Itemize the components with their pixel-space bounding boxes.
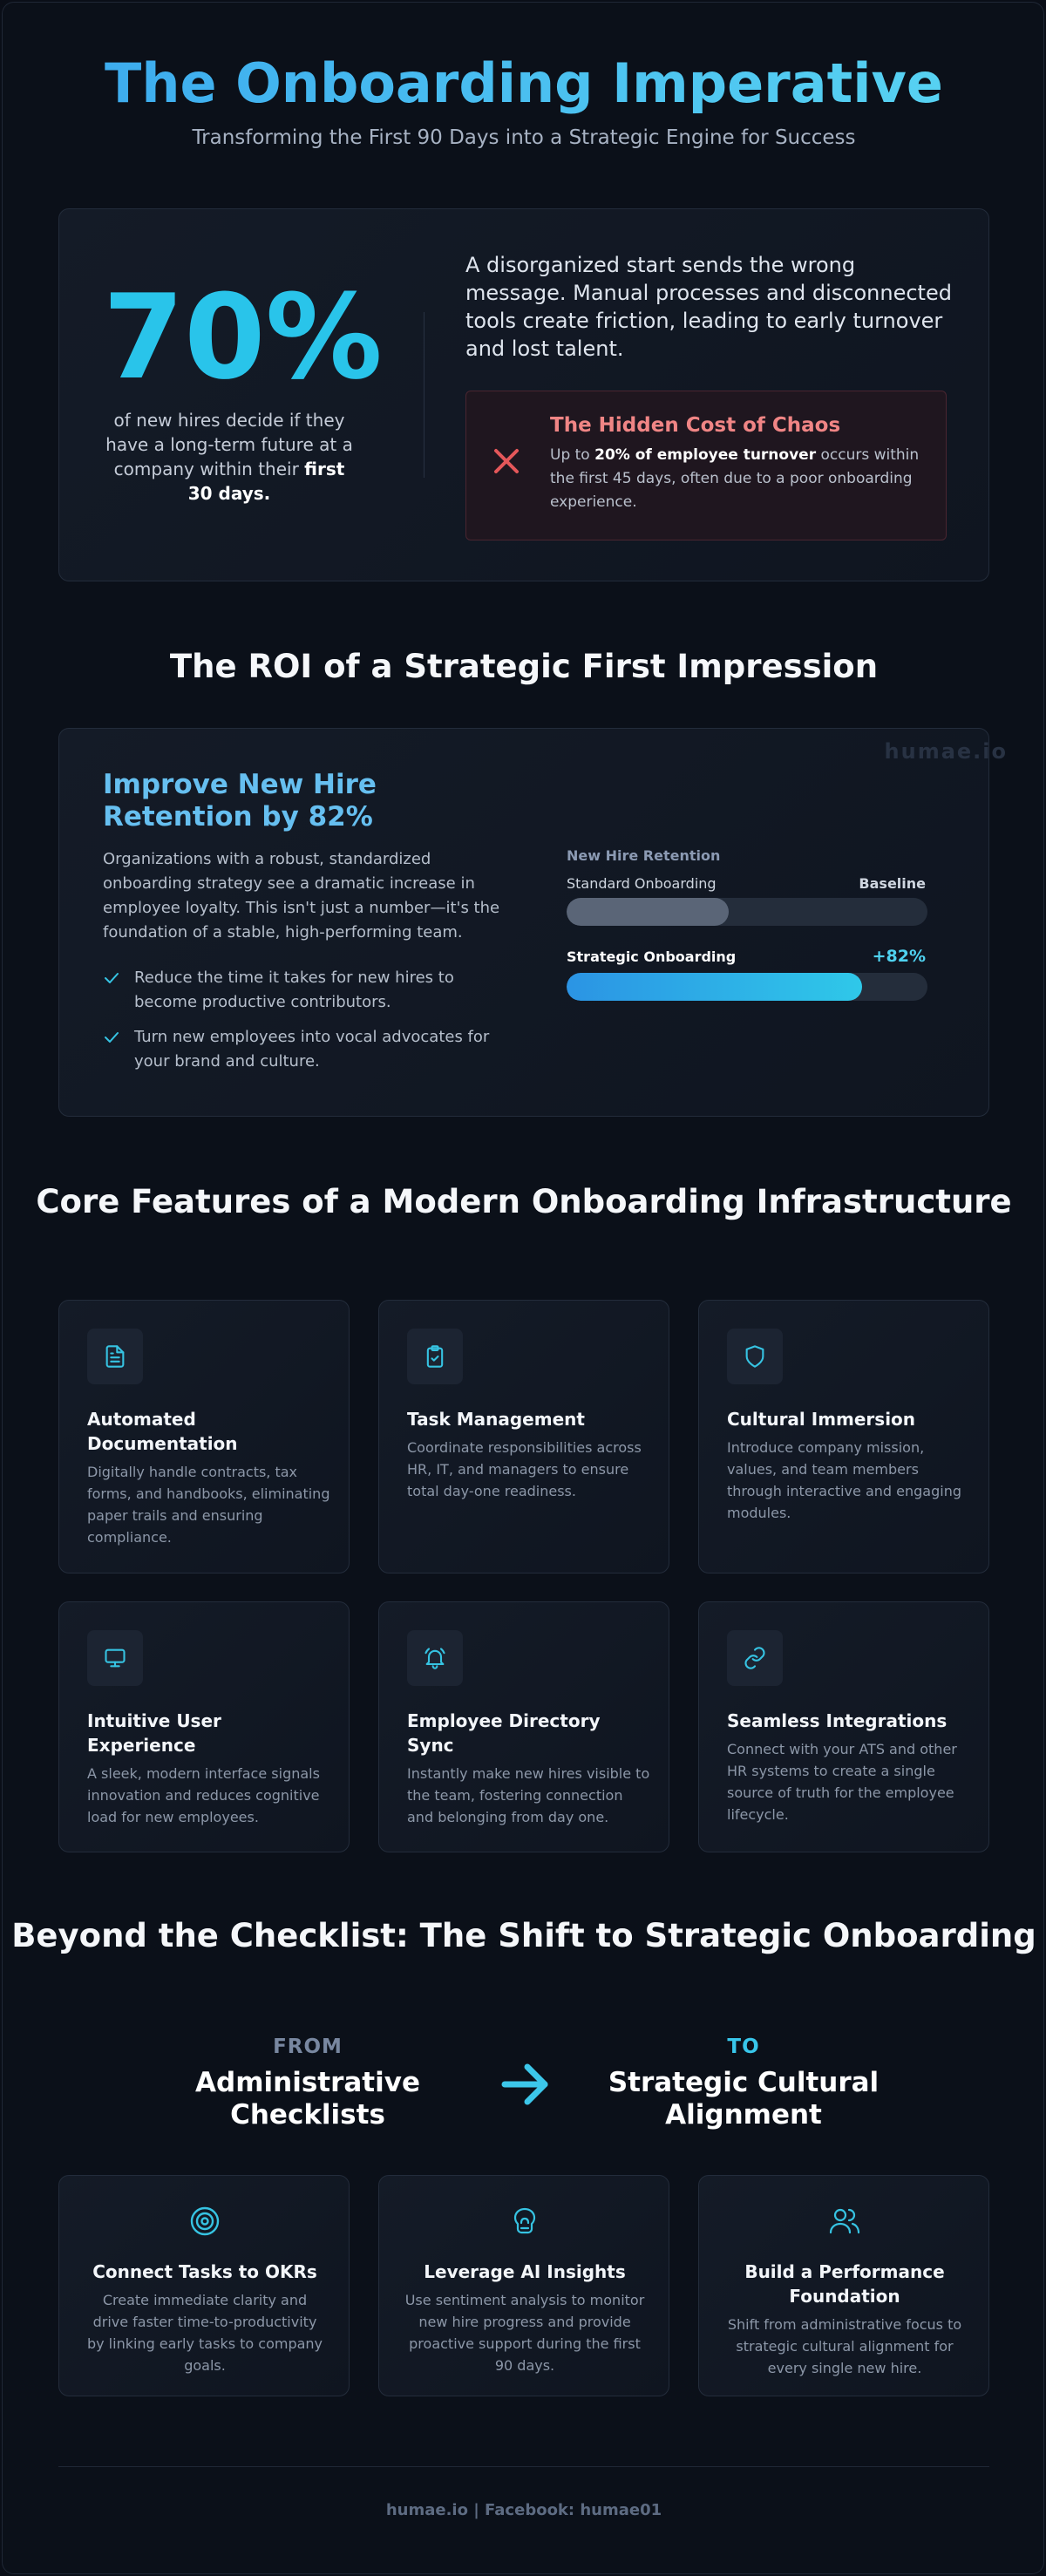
feature-title: Employee Directory Sync	[407, 1710, 601, 1756]
feature-description: A sleek, modern interface signals innovation and reduces cognitive load for new employees.	[87, 1765, 320, 1825]
feature-icon-box	[87, 1329, 143, 1384]
feature-card	[378, 1601, 669, 1852]
infographic-page	[2, 2, 1044, 2574]
divider	[424, 312, 425, 478]
feature-title: Automated Documentation	[87, 1409, 238, 1454]
feature-description: Coordinate responsibilities across HR, IT, and managers to ensure total day-one readiness.	[407, 1439, 642, 1499]
shield-icon	[743, 1344, 767, 1369]
warning-title: The Hidden Cost of Chaos	[550, 414, 841, 437]
step-card	[378, 2175, 669, 2396]
warning-text-bold: 20% of employee turnover	[594, 446, 817, 464]
retention-chart-label: New Hire Retention	[567, 847, 721, 864]
feature-icon-box	[407, 1630, 463, 1686]
features-heading: Core Features of a Modern Onboarding Infrastructure	[36, 1183, 1012, 1220]
roi-title: Improve New Hire Retention by 82%	[103, 769, 377, 833]
step-title: Leverage AI Insights	[424, 2261, 626, 2282]
stat-description	[103, 408, 356, 506]
document-icon	[103, 1344, 127, 1369]
feature-icon-box	[727, 1630, 783, 1686]
target-icon	[189, 2206, 221, 2237]
footer-text: humae.io | Facebook: humae01	[385, 2501, 662, 2519]
page-title: The Onboarding Imperative	[3, 51, 1044, 115]
feature-title: Intuitive User Experience	[87, 1710, 221, 1756]
warning-text-post: occurs within the first 45 days, often due to a poor onboarding experience.	[550, 446, 920, 511]
warning-text	[550, 444, 925, 514]
step-description: Create immediate clarity and drive faster time-to-productivity by linking early tasks to company goals.	[86, 2292, 323, 2374]
to-label: TO	[727, 2036, 760, 2058]
to-text: Strategic Cultural Alignment	[608, 2067, 880, 2131]
users-icon	[829, 2206, 860, 2237]
clipboard-check-icon	[423, 1344, 447, 1369]
stat-percent: 70%	[103, 269, 383, 405]
feature-title: Task Management	[407, 1409, 585, 1430]
bar-label-strategic: Strategic Onboarding	[567, 948, 737, 965]
bell-ring-icon	[423, 1646, 447, 1670]
monitor-icon	[103, 1646, 127, 1670]
feature-card	[58, 1300, 350, 1573]
watermark: humae.io	[884, 739, 1008, 764]
arrow-right-icon	[498, 2056, 554, 2112]
stat-description-text: of new hires decide if they have a long-term future at a company within their	[105, 410, 353, 479]
feature-icon-box	[407, 1329, 463, 1384]
bar-value-standard: Baseline	[859, 875, 926, 892]
check-item-text: Turn new employees into vocal advocates for your brand and culture.	[134, 1028, 490, 1071]
warning-box	[465, 391, 947, 540]
stat-description-bold: first 30 days.	[187, 459, 345, 504]
bar-fill-standard	[567, 898, 729, 926]
roi-description: Organizations with a robust, standardized onboarding strategy see a dramatic increase in employee loyalty. This isn't just a number—it's the foundation of a stable, high-performing team.	[103, 850, 500, 941]
bar-value-strategic: +82%	[872, 947, 926, 966]
feature-icon-box	[727, 1329, 783, 1384]
feature-description: Introduce company mission, values, and team members through interactive and engaging modules.	[727, 1439, 961, 1521]
roi-heading: The ROI of a Strategic First Impression	[169, 648, 879, 685]
link-icon	[743, 1646, 767, 1670]
step-title: Connect Tasks to OKRs	[92, 2261, 317, 2282]
feature-description: Instantly make new hires visible to the team, fostering connection and belonging from day one.	[407, 1765, 650, 1825]
from-text: Administrative Checklists	[195, 2067, 420, 2131]
feature-icon-box	[87, 1630, 143, 1686]
checkmark-icon	[103, 969, 120, 987]
check-item-text: Reduce the time it takes for new hires to become productive contributors.	[134, 969, 454, 1011]
page-subtitle: Transforming the First 90 Days into a Strategic Engine for Success	[192, 126, 856, 149]
warning-text-pre: Up to	[550, 446, 595, 464]
bar-track-standard	[567, 898, 927, 926]
bar-fill-strategic	[567, 973, 862, 1001]
bar-track-strategic	[567, 973, 927, 1001]
step-description: Use sentiment analysis to monitor new hire progress and provide proactive support during the first 90 days.	[404, 2292, 645, 2374]
footer-divider	[58, 2466, 989, 2467]
from-label: FROM	[273, 2036, 343, 2058]
feature-card	[698, 1601, 989, 1852]
roi-card	[58, 728, 1008, 1117]
step-description: Shift from administrative focus to strategic cultural alignment for every single new hire.	[727, 2316, 962, 2376]
feature-title: Seamless Integrations	[727, 1710, 948, 1731]
feature-title: Cultural Immersion	[727, 1409, 916, 1430]
feature-card	[698, 1300, 989, 1573]
feature-description: Connect with your ATS and other HR systems to create a single source of truth for the employee lifecycle.	[727, 1741, 957, 1823]
feature-card	[378, 1300, 669, 1573]
feature-card	[58, 1601, 350, 1852]
stat-lead-text: A disorganized start sends the wrong message. Manual processes and disconnected tools create friction, leading to early turnover and lost talent.	[465, 253, 952, 361]
step-title: Build a Performance Foundation	[744, 2261, 945, 2307]
bar-label-standard: Standard Onboarding	[567, 875, 717, 892]
close-x-icon	[489, 444, 524, 479]
checkmark-icon	[103, 1029, 120, 1046]
step-card	[698, 2175, 989, 2396]
step-card	[58, 2175, 350, 2396]
feature-description: Digitally handle contracts, tax forms, and handbooks, eliminating paper trails and ensuring compliance.	[87, 1464, 330, 1546]
shift-heading: Beyond the Checklist: The Shift to Strategic Onboarding	[11, 1917, 1036, 1954]
brain-icon	[509, 2206, 540, 2237]
stat-card	[58, 208, 989, 581]
